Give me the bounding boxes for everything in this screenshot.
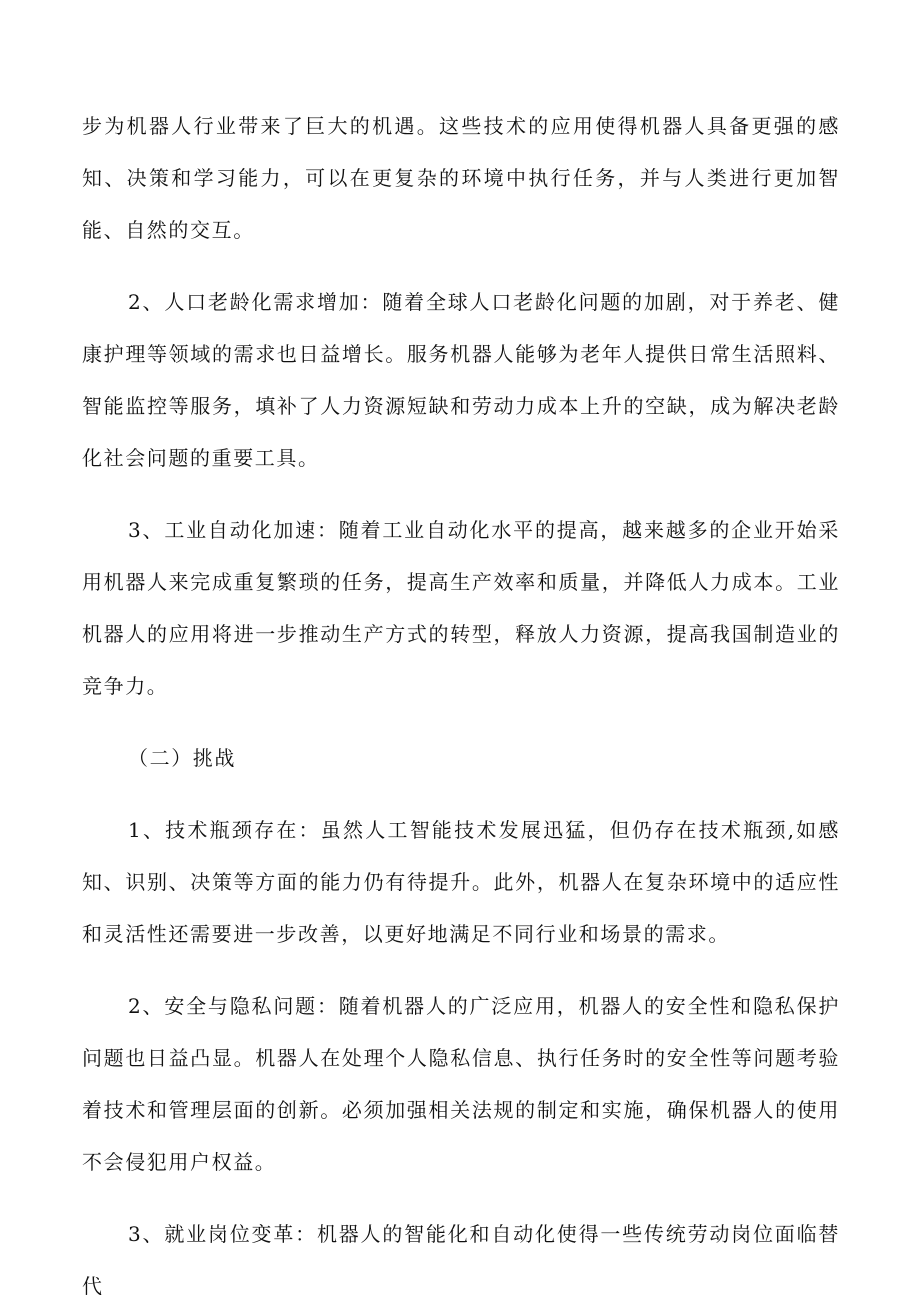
paragraph-tech-bottleneck: 1、技术瓶颈存在：虽然人工智能技术发展迅猛，但仍存在技术瓶颈,如感知、识别、决策等方面的能力仍有待提升。此外，机器人在复杂环境中的适应性和灵活性还需要进一步改善，以更好地满足不同行业和场景的需求。: [82, 818, 840, 946]
paragraph-safety-privacy: 2、安全与隐私问题：随着机器人的广泛应用，机器人的安全性和隐私保护问题也日益凸显。机器人在处理个人隐私信息、执行任务时的安全性等问题考验着技术和管理层面的创新。必须加强相关法规的制定和实施，确保机器人的使用不会侵犯用户权益。: [82, 994, 840, 1174]
section-heading-challenges: （二）挑战: [128, 746, 236, 770]
paragraph-employment-change: 3、就业岗位变革：机器人的智能化和自动化使得一些传统劳动岗位面临替代: [82, 1222, 840, 1298]
document-body: [82, 100, 840, 1312]
paragraph-industrial-automation: 3、工业自动化加速：随着工业自动化水平的提高，越来越多的企业开始采用机器人来完成重复繁琐的任务，提高生产效率和质量，并降低人力成本。工业机器人的应用将进一步推动生产方式的转型，释放人力资源，提高我国制造业的竞争力。: [82, 518, 840, 698]
paragraph-aging-demand: 2、人口老龄化需求增加：随着全球人口老龄化问题的加剧，对于养老、健康护理等领域的需求也日益增长。服务机器人能够为老年人提供日常生活照料、智能监控等服务，填补了人力资源短缺和劳动力成本上升的空缺，成为解决老龄化社会问题的重要工具。: [82, 290, 840, 470]
paragraph-continuation: 步为机器人行业带来了巨大的机遇。这些技术的应用使得机器人具备更强的感知、决策和学习能力，可以在更复杂的环境中执行任务，并与人类进行更加智能、自然的交互。: [82, 114, 840, 242]
